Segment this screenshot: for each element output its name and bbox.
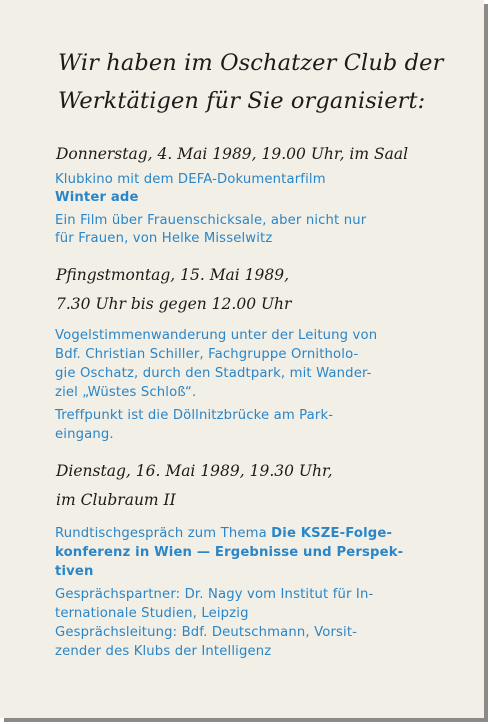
event-3-topic-prefix: Rundtischgespräch zum Thema [55, 526, 272, 541]
event-3-date-line-2: im Clubraum II [56, 491, 176, 509]
event-1-film-title: Winter ade [55, 190, 139, 205]
event-2-description-line-5: Treffpunkt ist die Döllnitzbrücke am Park- [55, 408, 334, 423]
event-3-topic-bold-1: Die KSZE-Folge- [271, 526, 393, 541]
event-3-date-line-1: Dienstag, 16. Mai 1989, 19.30 Uhr, [56, 462, 333, 480]
event-1-description-line-1: Ein Film über Frauenschicksale, aber nicht nur [55, 213, 367, 228]
event-3-topic-bold-2: konferenz in Wien — Ergebnisse und Perspek- [55, 545, 404, 560]
event-2-description-line-4: ziel „Wüstes Schloß“. [55, 385, 197, 400]
event-3-topic-bold-3: tiven [55, 564, 94, 579]
event-3-description-line-1: Gesprächspartner: Dr. Nagy vom Institut für In- [55, 587, 374, 602]
event-3-description-line-3: Gesprächsleitung: Bdf. Deutschmann, Vorsit- [55, 625, 358, 640]
event-2-description-line-1: Vogelstimmenwanderung unter der Leitung von [55, 328, 378, 343]
event-3-description-line-4: zender des Klubs der Intelligenz [55, 644, 272, 659]
event-2-description-line-3: gie Oschatz, durch den Stadtpark, mit Wander- [55, 366, 372, 381]
event-2-date-line-2: 7.30 Uhr bis gegen 12.00 Uhr [56, 295, 292, 313]
event-3-description-line-2: ternationale Studien, Leipzig [55, 606, 249, 621]
event-3-topic-line-1 [55, 526, 392, 541]
heading-line-1: Wir haben im Oschatzer Club der [58, 50, 444, 76]
heading-line-2: Werktätigen für Sie organisiert: [58, 88, 426, 114]
event-1-description-line-2: für Frauen, von Helke Misselwitz [55, 231, 273, 246]
event-1-date: Donnerstag, 4. Mai 1989, 19.00 Uhr, im Saal [56, 145, 409, 163]
event-2-date-line-1: Pfingstmontag, 15. Mai 1989, [56, 266, 290, 284]
event-2-description-line-6: eingang. [55, 427, 114, 442]
event-1-title-intro: Klubkino mit dem DEFA-Dokumentarfilm [55, 172, 326, 187]
event-2-description-line-2: Bdf. Christian Schiller, Fachgruppe Ornitholo- [55, 347, 359, 362]
